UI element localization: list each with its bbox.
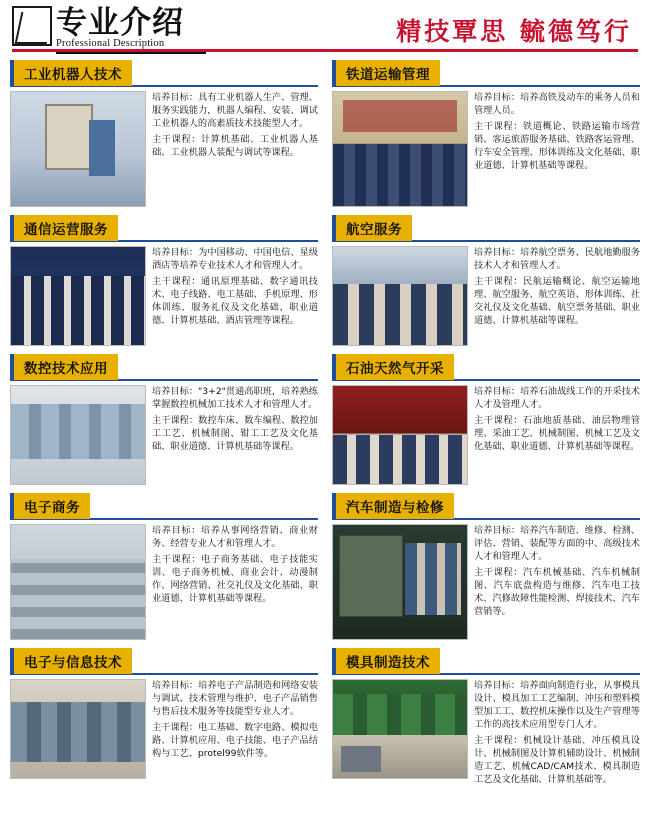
logo-title-secondary: 介绍	[120, 5, 184, 41]
major-goal: 培养目标：培养高铁及动车的乘务人员和管理人员。	[474, 92, 640, 117]
header-divider	[12, 49, 638, 52]
major-title: 通信运营服务	[10, 215, 118, 241]
major-card-grid	[0, 56, 650, 798]
major-description	[152, 524, 318, 640]
major-goal: 培养目标：培养从事网络营销、商业财务、经营专业人才和管理人才。	[152, 525, 318, 550]
major-title: 模具制造技术	[332, 648, 440, 674]
major-description	[152, 385, 318, 485]
major-courses: 主干课程：石油地质基础、油层物理管理、采油工艺、机械制图、机械工艺及文化基础、职业道德、计算机基础等课程。	[474, 415, 640, 453]
major-courses: 主干课程：通讯原理基础、数字通讯技术、电子线路、电工基础、手机原理、形体训练、服务礼仪及文化基础、职业道德、计算机基础、酒店管理等课程。	[152, 276, 318, 327]
major-goal: 培养目标：培养航空票务、民航地勤服务技术人才和管理人才。	[474, 247, 640, 272]
major-card	[332, 354, 640, 485]
major-courses: 主干课程：电子商务基础、电子技能实训、电子商务机械、商业会计、动漫制作、网络营销、社交礼仪及文化基础、职业道德、计算机基础等课程。	[152, 554, 318, 605]
major-photo	[10, 679, 146, 779]
major-courses: 主干课程：电工基础、数字电路、模拟电路、计算机应用、电子技能、电子产品结构与工艺、protel99软件等。	[152, 722, 318, 760]
major-title: 数控技术应用	[10, 354, 118, 380]
logo-title-primary: 专业	[56, 5, 120, 41]
major-description	[474, 91, 640, 207]
major-description	[474, 246, 640, 346]
major-courses: 主干课程：数控车床、数车编程、数控加工工艺、机械制图、钳工工艺及文化基础、职业道德、计算机基础等课程。	[152, 415, 318, 453]
major-photo	[332, 679, 468, 779]
major-title: 电子与信息技术	[10, 648, 132, 674]
major-goal: 培养目标：培养石油战线工作的开采技术人才及管理人才。	[474, 386, 640, 411]
page-header	[0, 0, 650, 56]
major-description	[474, 524, 640, 640]
major-description	[152, 679, 318, 779]
major-goal: 培养目标：为中国移动、中国电信、星级酒店等培养专业技术人才和管理人才。	[152, 247, 318, 272]
logo-subtitle-en: Professional Description	[56, 38, 165, 49]
major-courses: 主干课程：民航运输概论、航空运输地理、航空服务、航空英语、形体训练、社交礼仪及文化基础、航空票务基础、职业道德、计算机基础等课程。	[474, 276, 640, 327]
major-card	[332, 215, 640, 346]
major-photo	[332, 385, 468, 485]
major-card	[10, 648, 318, 790]
major-courses: 主干课程：汽车机械基础、汽车机械制图、汽车底盘构造与维修、汽车电工技术、汽修故障性能检测、焊接技术、汽车营销等。	[474, 567, 640, 618]
major-photo	[10, 524, 146, 640]
major-card	[10, 493, 318, 640]
major-goal: 培养目标：培养汽车制造、维修、检测、评估、营销、装配等方面的中、高级技术人才和管理人才。	[474, 525, 640, 563]
logo-block	[12, 6, 206, 54]
major-title: 航空服务	[332, 215, 412, 241]
major-card	[10, 60, 318, 207]
major-description	[474, 385, 640, 485]
major-goal: 培养目标："3+2"贯通高职班，培养熟练掌握数控机械加工技术人才和管理人才。	[152, 386, 318, 411]
major-title: 铁道运输管理	[332, 60, 440, 86]
header-slogan: 精技覃思 毓德笃行	[396, 17, 632, 46]
major-photo	[332, 91, 468, 207]
major-photo	[332, 246, 468, 346]
major-courses: 主干课程：机械设计基础、冲压模具设计、机械制图及计算机辅助设计、机械制造工艺、机械CAD/CAM技术、模具制造工艺及文化基础、计算机基础等。	[474, 735, 640, 786]
major-title: 工业机器人技术	[10, 60, 132, 86]
major-description	[474, 679, 640, 790]
major-courses: 主干课程：铁道概论、铁路运输市场营销、客运旅游服务基础、铁路客运管理、行车安全管理、形体训练及文化基础、职业道德、计算机基础等课程。	[474, 121, 640, 172]
major-card	[332, 60, 640, 207]
major-description	[152, 246, 318, 346]
major-photo	[332, 524, 468, 640]
brand-mark-icon	[12, 6, 52, 46]
major-title: 电子商务	[10, 493, 90, 519]
major-card	[332, 648, 640, 790]
major-card	[10, 215, 318, 346]
major-title: 石油天然气开采	[332, 354, 454, 380]
major-card	[332, 493, 640, 640]
major-photo	[10, 91, 146, 207]
major-goal: 培养目标：培养电子产品制造和网络安装与调试、技术管理与维护、电子产品销售与售后技术服务等技能型专业人才。	[152, 680, 318, 718]
major-photo	[10, 246, 146, 346]
major-goal: 培养目标：培养面向制造行业，从事模具设计、模具加工工艺编制、冲压和塑料模型加工工、数控机床操作以及生产管理等工作的高技术应用型专门人才。	[474, 680, 640, 731]
logo-text	[56, 6, 206, 54]
major-courses: 主干课程：计算机基础、工业机器人基础、工业机器人装配与调试等课程。	[152, 134, 318, 159]
major-goal: 培养目标：具有工业机器人生产、管理、服务实践能力，机器人编程、安装、调试工业机器人的高素质技术技能型人才。	[152, 92, 318, 130]
major-photo	[10, 385, 146, 485]
major-title: 汽车制造与检修	[332, 493, 454, 519]
major-card	[10, 354, 318, 485]
major-description	[152, 91, 318, 207]
